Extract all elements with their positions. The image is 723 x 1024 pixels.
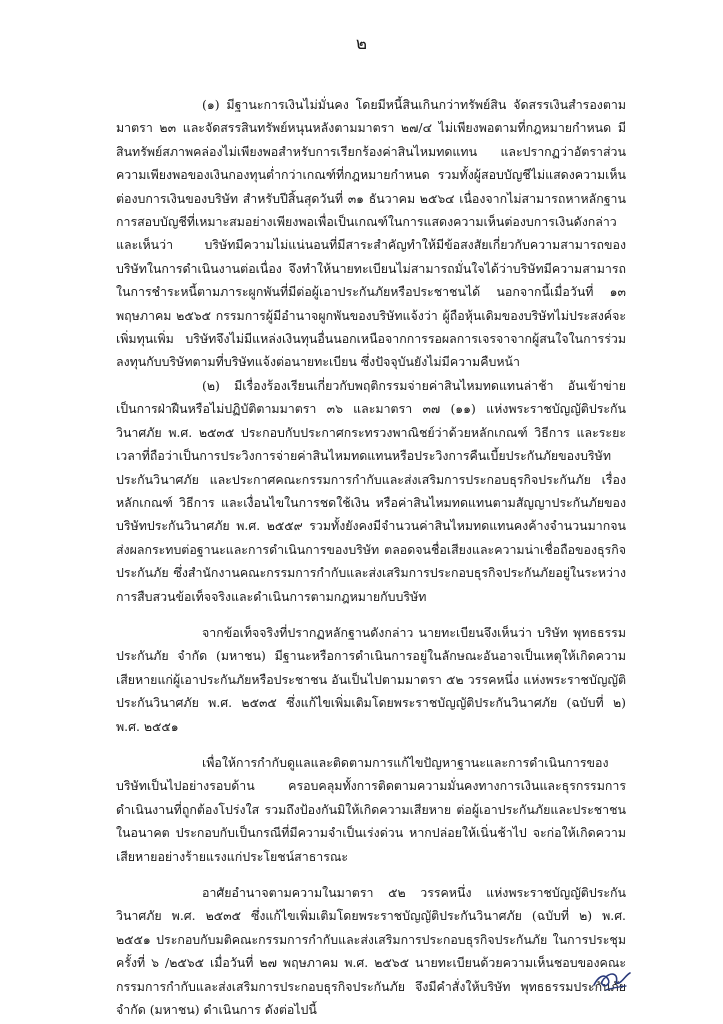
paragraph-purpose: เพื่อให้การกำกับดูแลและติดตามการแก้ไขปัญหาฐานะและการดำเนินการของบริษัทเป็นไปอย่างรอบด้าน ครอบคลุมทั้งการติดตามความมั่นคงทางการเงินและธุรกรรมการดำเนินงานที่ถูกต้องโปร่งใส รวมถึงป้องกันมิให้เกิดความเสียหาย ต่อผู้เอาประกันภัยและประชาชนในอนาคต ประกอบกับเป็นกรณีที่มีความจำเป็นเร่งด่วน หากปล่อยให้เนิ่นช้าไป จะก่อให้เกิดความเสียหายอย่างร้ายแรงแก่ประโยชน์สาธารณะ [116,754,626,864]
paragraph-authority: อาศัยอำนาจตามความในมาตรา ๕๒ วรรคหนึ่ง แห่งพระราชบัญญัติประกันวินาศภัย พ.ศ. ๒๕๓๕ ซึ่งแก้ไขเพิ่มเติมโดยพระราชบัญญัติประกันวินาศภัย (ฉบับที่ ๒) พ.ศ. ๒๕๕๑ ประกอบกับมติคณะกรรมการกำกับและส่งเสริมการประกอบธุรกิจประกันภัย ในการประชุมครั้งที่ ๖ /๒๕๖๕ เมื่อวันที่ ๒๗ พฤษภาคม พ.ศ. ๒๕๖๕ นายทะเบียนด้วยความเห็นชอบของคณะกรรมการกำกับและส่งเสริมการประกอบธุรกิจประกันภัย จึงมีคำสั่งให้บริษัท พุทธธรรมประกันภัย จำกัด (มหาชน) ดำเนินการ ดังต่อไปนี้ [116,885,626,1018]
page-number: ๒ [355,34,368,54]
paragraph-conclusion: จากข้อเท็จจริงที่ปรากฏหลักฐานดังกล่าว นายทะเบียนจึงเห็นว่า บริษัท พุทธธรรมประกันภัย จำกัด (มหาชน) มีฐานะหรือการดำเนินการอยู่ในลักษณะอันอาจเป็นเหตุให้เกิดความเสียหายแก่ผู้เอาประกันภัยหรือประชาชน อันเป็นไปตามมาตรา ๕๒ วรรคหนึ่ง แห่งพระราชบัญญัติประกันวินาศภัย พ.ศ. ๒๕๓๕ ซึ่งแก้ไขเพิ่มเติมโดยพระราชบัญญัติประกันวินาศภัย (ฉบับที่ ๒) พ.ศ. ๒๕๕๑ [116,624,626,734]
document-body [116,93,626,1021]
paragraph-point-1: (๑) มีฐานะการเงินไม่มั่นคง โดยมีหนี้สินเกินกว่าทรัพย์สิน จัดสรรเงินสำรองตามมาตรา ๒๓ และจัดสรรสินทรัพย์หนุนหลังตามมาตรา ๒๗/๔ ไม่เพียงพอตามที่กฎหมายกำหนด มีสินทรัพย์สภาพคล่องไม่เพียงพอสำหรับการเรียกร้องค่าสินไหมทดแทน และปรากฏว่าอัตราส่วนความเพียงพอของเงินกองทุนต่ำกว่าเกณฑ์ที่กฎหมายกำหนด รวมทั้งผู้สอบบัญชีไม่แสดงความเห็นต่องบการเงินของบริษัท สำหรับปีสิ้นสุดวันที่ ๓๑ ธันวาคม ๒๕๖๔ เนื่องจากไม่สามารถหาหลักฐานการสอบบัญชีที่เหมาะสมอย่างเพียงพอเพื่อเป็นเกณฑ์ในการแสดงความเห็นต่องบการเงินดังกล่าว และเห็นว่า บริษัทมีความไม่แน่นอนที่มีสาระสำคัญทำให้มีข้อสงสัยเกี่ยวกับความสามารถของบริษัทในการดำเนินงานต่อเนื่อง จึงทำให้นายทะเบียนไม่สามารถมั่นใจได้ว่าบริษัทมีความสามารถในการชำระหนี้ตามภาระผูกพันที่มีต่อผู้เอาประกันภัยหรือประชาชนได้ นอกจากนี้เมื่อวันที่ ๑๓ พฤษภาคม ๒๕๖๕ กรรมการผู้มีอำนาจผูกพันของบริษัทแจ้งว่า ผู้ถือหุ้นเดิมของบริษัทไม่ประสงค์จะเพิ่มทุนเพิ่ม บริษัทจึงไม่มีแหล่งเงินทุนอื่นนอกเหนือจากการรอผลการเจรจาจากผู้สนใจในการร่วมลงทุนกับบริษัทตามที่บริษัทแจ้งต่อนายทะเบียน ซึ่งปัจจุบันยังไม่มีความคืบหน้า [116,97,626,370]
signature-initials-icon [588,963,634,995]
paragraph-point-2: (๒) มีเรื่องร้องเรียนเกี่ยวกับพฤติกรรมจ่ายค่าสินไหมทดแทนล่าช้า อันเข้าข่ายเป็นการฝ่าฝืนหรือไม่ปฏิบัติตามมาตรา ๓๖ และมาตรา ๓๗ (๑๑) แห่งพระราชบัญญัติประกันวินาศภัย พ.ศ. ๒๕๓๕ ประกอบกับประกาศกระทรวงพาณิชย์ว่าด้วยหลักเกณฑ์ วิธีการ และระยะเวลาที่ถือว่าเป็นการประวิงการจ่ายค่าสินไหมทดแทนหรือประวิงการคืนเบี้ยประกันภัยของบริษัทประกันวินาศภัย และประกาศคณะกรรมการกำกับและส่งเสริมการประกอบธุรกิจประกันภัย เรื่อง หลักเกณฑ์ วิธีการ และเงื่อนไขในการชดใช้เงิน หรือค่าสินไหมทดแทนตามสัญญาประกันภัยของบริษัทประกันวินาศภัย พ.ศ. ๒๕๕๙ รวมทั้งยังคงมีจำนวนค่าสินไหมทดแทนคงค้างจำนวนมากจนส่งผลกระทบต่อฐานะและการดำเนินการของบริษัท ตลอดจนชื่อเสียงและความน่าเชื่อถือของธุรกิจประกันภัย ซึ่งสำนักงานคณะกรรมการกำกับและส่งเสริมการประกอบธุรกิจประกันภัยอยู่ในระหว่างการสืบสวนข้อเท็จจริงและดำเนินการตามกฎหมายกับบริษัท [116,377,626,604]
